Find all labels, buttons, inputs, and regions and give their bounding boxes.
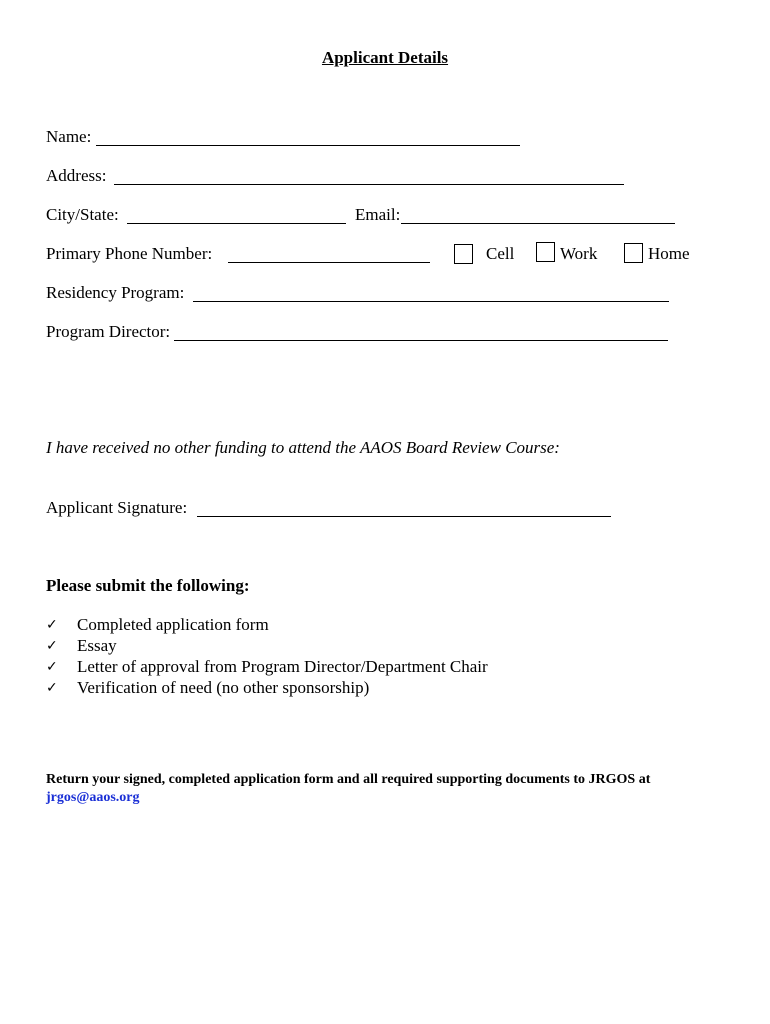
list-item-text: Essay xyxy=(77,636,117,655)
name-label: Name: xyxy=(46,127,92,146)
return-instructions: Return your signed, completed application form and all required supporting documents to JRGOS at xyxy=(46,772,651,787)
work-label: Work xyxy=(560,244,598,263)
checkmark-icon: ✓ xyxy=(46,659,58,675)
phone-label: Primary Phone Number: xyxy=(46,244,213,263)
director-label: Program Director: xyxy=(46,322,171,341)
director-field[interactable] xyxy=(174,340,668,341)
funding-statement: I have received no other funding to attend the AAOS Board Review Course: xyxy=(46,438,560,457)
phone-field[interactable] xyxy=(228,262,430,263)
home-label: Home xyxy=(648,244,690,263)
email-field[interactable] xyxy=(401,223,675,224)
home-checkbox[interactable] xyxy=(624,243,643,263)
residency-label: Residency Program: xyxy=(46,283,185,302)
list-item-text: Verification of need (no other sponsorship) xyxy=(77,678,370,697)
residency-field[interactable] xyxy=(193,301,669,302)
list-item xyxy=(46,657,646,677)
checkmark-icon: ✓ xyxy=(46,638,58,654)
list-item xyxy=(46,678,646,698)
checkmark-icon: ✓ xyxy=(46,617,58,633)
cell-label: Cell xyxy=(486,244,515,263)
jrgos-email-link[interactable]: jrgos@aaos.org xyxy=(46,790,140,805)
list-item-text: Letter of approval from Program Director/Department Chair xyxy=(77,657,488,676)
city-state-field[interactable] xyxy=(127,223,346,224)
city-state-label: City/State: xyxy=(46,205,119,224)
email-label: Email: xyxy=(355,205,401,224)
name-field[interactable] xyxy=(96,145,520,146)
signature-field[interactable] xyxy=(197,516,611,517)
list-item xyxy=(46,636,646,656)
address-field[interactable] xyxy=(114,184,624,185)
cell-checkbox[interactable] xyxy=(454,244,473,264)
address-label: Address: xyxy=(46,166,107,185)
checkmark-icon: ✓ xyxy=(46,680,58,696)
work-checkbox[interactable] xyxy=(536,242,555,262)
list-item-text: Completed application form xyxy=(77,615,269,634)
signature-label: Applicant Signature: xyxy=(46,498,188,517)
list-item xyxy=(46,615,646,635)
submit-heading: Please submit the following: xyxy=(46,576,250,595)
page-title: Applicant Details xyxy=(321,48,449,67)
